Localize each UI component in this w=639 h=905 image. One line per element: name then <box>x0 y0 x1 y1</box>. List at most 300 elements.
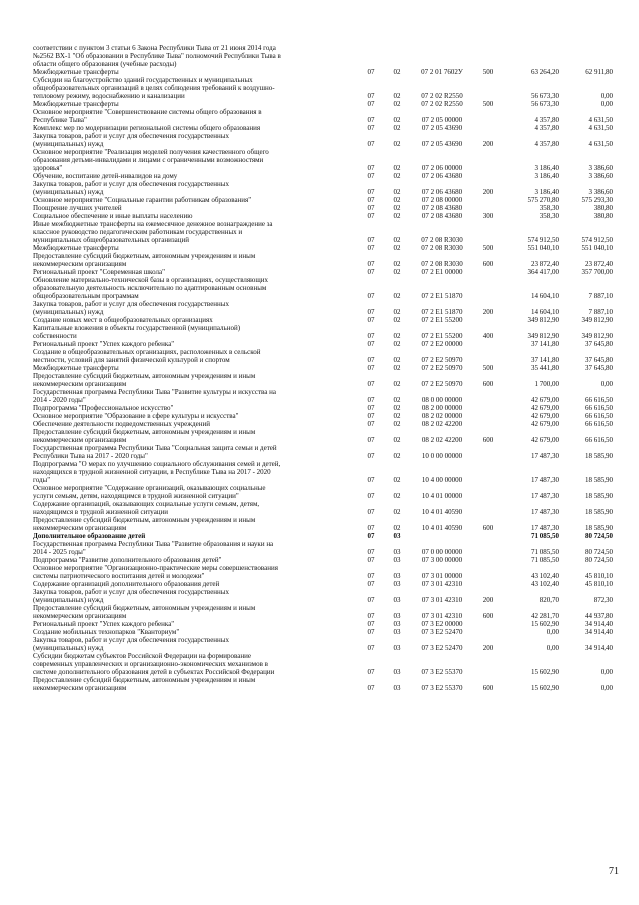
row-subsection-code: 02 <box>393 316 401 324</box>
row-target-article: 08 2 02 42200 <box>421 436 463 444</box>
row-name: Иные межбюджетные трансферты на ежемесячное денежное вознаграждение за классное руководство педагогическим работникам государственных и муниципальных общеобразовательных организаций <box>33 220 273 244</box>
row-target-article: 07 3 01 42310 <box>421 596 463 604</box>
row-expense-type: 400 <box>482 332 494 340</box>
row-name: Предоставление субсидий бюджетным, автономным учреждениям и иным некоммерческим организациям <box>33 252 256 268</box>
row-target-article: 07 2 E2 50970 <box>421 380 463 388</box>
row-amount-year1: 0,00 <box>546 644 559 652</box>
row-amount-year1: 71 085,50 <box>531 532 559 540</box>
row-amount-year1: 17 487,30 <box>531 452 559 460</box>
row-target-article: 07 0 00 00000 <box>421 548 463 556</box>
row-target-article: 08 2 02 42200 <box>421 420 463 428</box>
row-amount-year1: 358,30 <box>539 212 559 220</box>
row-subsection-code: 03 <box>393 596 401 604</box>
row-target-article: 07 2 08 00000 <box>421 196 463 204</box>
row-amount-year1: 17 487,30 <box>531 492 559 500</box>
row-subsection-code: 03 <box>393 628 401 636</box>
table-row <box>33 628 613 636</box>
table-row <box>33 68 613 76</box>
row-target-article: 07 3 01 42310 <box>421 580 463 588</box>
page-number: 71 <box>609 866 619 877</box>
row-subsection-code: 02 <box>393 196 401 204</box>
row-expense-type: 500 <box>482 68 494 76</box>
row-target-article: 10 4 01 40590 <box>421 508 463 516</box>
row-section-code: 07 <box>367 596 375 604</box>
table-row <box>33 412 613 420</box>
row-amount-year2: 0,00 <box>600 92 613 100</box>
row-target-article: 07 2 08 R3030 <box>421 236 463 244</box>
row-subsection-code: 03 <box>393 620 401 628</box>
row-amount-year2: 34 914,40 <box>585 628 613 636</box>
table-row <box>33 132 613 148</box>
row-amount-year1: 1 700,00 <box>534 380 559 388</box>
table-row <box>33 428 613 444</box>
row-section-code: 07 <box>367 644 375 652</box>
row-target-article: 07 2 08 R3030 <box>421 260 463 268</box>
row-amount-year1: 71 085,50 <box>531 548 559 556</box>
row-section-code: 07 <box>367 356 375 364</box>
row-amount-year2: 0,00 <box>600 668 613 676</box>
table-row <box>33 340 613 348</box>
row-section-code: 07 <box>367 620 375 628</box>
row-section-code: 07 <box>367 548 375 556</box>
row-amount-year1: 575 270,80 <box>527 196 559 204</box>
row-section-code: 07 <box>367 612 375 620</box>
row-expense-type: 200 <box>482 596 494 604</box>
row-name: Поощрение лучших учителей <box>33 204 122 212</box>
row-section-code: 07 <box>367 508 375 516</box>
table-row <box>33 220 613 244</box>
row-section-code: 07 <box>367 172 375 180</box>
row-subsection-code: 02 <box>393 508 401 516</box>
row-amount-year1: 820,70 <box>539 596 559 604</box>
row-amount-year1: 14 604,10 <box>531 292 559 300</box>
row-name: Основное мероприятие "Содержание организаций, оказывающих социальные услуги семьям, детям, находящимся в трудной жизненной ситуации" <box>33 484 266 500</box>
row-section-code: 07 <box>367 188 375 196</box>
table-row <box>33 652 613 676</box>
row-name: Межбюджетные трансферты <box>33 244 119 252</box>
row-section-code: 07 <box>367 420 375 428</box>
row-amount-year2: 44 937,80 <box>585 612 613 620</box>
row-target-article: 07 3 E2 52470 <box>421 628 463 636</box>
row-name: Государственная программа Республики Тыва "Развитие образования и науки на 2014 - 2025 годы" <box>33 540 274 556</box>
row-subsection-code: 02 <box>393 212 401 220</box>
row-expense-type: 500 <box>482 244 494 252</box>
row-name: Предоставление субсидий бюджетным, автономным учреждениям и иным некоммерческим организациям <box>33 516 256 532</box>
row-name: Создание новых мест в общеобразовательных организациях <box>33 316 213 324</box>
row-name: Обучение, воспитание детей-инвалидов на дому <box>33 172 178 180</box>
row-amount-year2: 80 724,50 <box>585 532 613 540</box>
row-subsection-code: 02 <box>393 364 401 372</box>
table-row <box>33 212 613 220</box>
table-row <box>33 444 613 460</box>
row-subsection-code: 02 <box>393 476 401 484</box>
row-amount-year2: 380,80 <box>593 212 613 220</box>
row-section-code: 07 <box>367 452 375 460</box>
row-amount-year2: 34 914,40 <box>585 620 613 628</box>
row-subsection-code: 02 <box>393 452 401 460</box>
row-name: Региональный проект "Успех каждого ребенка" <box>33 340 175 348</box>
row-amount-year1: 71 085,50 <box>531 556 559 564</box>
row-name: Межбюджетные трансферты <box>33 364 119 372</box>
row-target-article: 07 2 E1 51870 <box>421 308 463 316</box>
row-name: Капитальные вложения в объекты государственной (муниципальной) собственности <box>33 324 241 340</box>
row-subsection-code: 02 <box>393 116 401 124</box>
table-row <box>33 636 613 652</box>
row-subsection-code: 02 <box>393 492 401 500</box>
table-row <box>33 324 613 340</box>
row-amount-year1: 3 186,40 <box>534 172 559 180</box>
row-amount-year2: 3 386,60 <box>588 164 613 172</box>
row-target-article: 07 2 05 00000 <box>421 116 463 124</box>
row-amount-year2: 4 631,50 <box>588 124 613 132</box>
row-section-code: 07 <box>367 236 375 244</box>
row-amount-year1: 4 357,80 <box>534 124 559 132</box>
row-section-code: 07 <box>367 116 375 124</box>
row-subsection-code: 03 <box>393 644 401 652</box>
row-name: Закупка товаров, работ и услуг для обеспечения государственных (муниципальных) нужд <box>33 132 230 148</box>
row-subsection-code: 03 <box>393 556 401 564</box>
row-name: Подпрограмма "Профессиональное искусство" <box>33 404 174 412</box>
row-amount-year2: 80 724,50 <box>585 548 613 556</box>
row-name: Основное мероприятие "Реализация моделей получения качественного общего образования детьми-инвалидами и лицами с ограниченными возможностями здоровья" <box>33 148 269 172</box>
row-section-code: 07 <box>367 412 375 420</box>
row-target-article: 07 3 E2 52470 <box>421 644 463 652</box>
row-expense-type: 600 <box>482 260 494 268</box>
table-row <box>33 108 613 124</box>
row-amount-year2: 872,30 <box>593 596 613 604</box>
row-amount-year2: 18 585,90 <box>585 524 613 532</box>
row-amount-year2: 45 810,10 <box>585 572 613 580</box>
row-name: Предоставление субсидий бюджетным, автономным учреждениям и иным некоммерческим организациям <box>33 372 256 388</box>
row-target-article: 07 2 05 43690 <box>421 140 463 148</box>
row-amount-year2: 349 812,90 <box>581 332 613 340</box>
row-amount-year1: 4 357,80 <box>534 140 559 148</box>
row-subsection-code: 03 <box>393 668 401 676</box>
row-amount-year1: 574 912,50 <box>527 236 559 244</box>
row-amount-year1: 358,30 <box>539 204 559 212</box>
row-section-code: 07 <box>367 196 375 204</box>
row-section-code: 07 <box>367 436 375 444</box>
row-subsection-code: 02 <box>393 412 401 420</box>
row-target-article: 07 2 06 00000 <box>421 164 463 172</box>
row-amount-year1: 56 673,30 <box>531 100 559 108</box>
row-subsection-code: 02 <box>393 124 401 132</box>
table-row <box>33 388 613 404</box>
row-section-code: 07 <box>367 268 375 276</box>
row-section-code: 07 <box>367 204 375 212</box>
row-amount-year1: 42 679,00 <box>531 412 559 420</box>
row-subsection-code: 02 <box>393 100 401 108</box>
row-name: Предоставление субсидий бюджетным, автономным учреждениям и иным некоммерческим организациям <box>33 604 256 620</box>
table-row <box>33 564 613 580</box>
row-amount-year1: 56 673,30 <box>531 92 559 100</box>
row-amount-year1: 43 102,40 <box>531 580 559 588</box>
row-amount-year2: 574 912,50 <box>581 236 613 244</box>
table-row <box>33 500 613 516</box>
table-row <box>33 300 613 316</box>
row-name: Подпрограмма "Развитие дополнительного образования детей" <box>33 556 222 564</box>
row-name: Основное мероприятие "Организационно-практические меры совершенствования системы патриотического воспитания детей и молодежи" <box>33 564 278 580</box>
row-section-code: 07 <box>367 532 375 540</box>
row-amount-year2: 62 911,80 <box>585 68 613 76</box>
row-amount-year1: 42 679,00 <box>531 436 559 444</box>
row-section-code: 07 <box>367 244 375 252</box>
row-amount-year2: 34 914,40 <box>585 644 613 652</box>
row-target-article: 07 2 E1 51870 <box>421 292 463 300</box>
table-row <box>33 372 613 388</box>
budget-table <box>33 44 613 692</box>
row-name: Создание мобильных технопарков "Кванториум" <box>33 628 180 636</box>
row-amount-year2: 66 616,50 <box>585 412 613 420</box>
row-amount-year2: 380,80 <box>593 204 613 212</box>
table-row <box>33 244 613 252</box>
row-target-article: 07 2 E1 00000 <box>421 268 463 276</box>
row-name: Обеспечение деятельности подведомственных учреждений <box>33 420 210 428</box>
row-amount-year2: 66 616,50 <box>585 396 613 404</box>
row-target-article: 10 4 01 00000 <box>421 492 463 500</box>
row-amount-year2: 349 812,90 <box>581 316 613 324</box>
row-section-code: 07 <box>367 316 375 324</box>
table-row <box>33 676 613 692</box>
row-target-article: 10 4 00 00000 <box>421 476 463 484</box>
row-name: Государственная программа Республики Тыва "Социальная защита семьи и детей Республики Тыва на 2017 - 2020 годы" <box>33 444 277 460</box>
row-expense-type: 600 <box>482 380 494 388</box>
row-expense-type: 200 <box>482 308 494 316</box>
table-row <box>33 204 613 212</box>
row-subsection-code: 02 <box>393 380 401 388</box>
row-amount-year1: 15 602,90 <box>531 620 559 628</box>
row-section-code: 07 <box>367 308 375 316</box>
row-subsection-code: 02 <box>393 356 401 364</box>
row-target-article: 07 2 06 43680 <box>421 172 463 180</box>
row-amount-year2: 4 631,50 <box>588 116 613 124</box>
row-amount-year1: 349 812,90 <box>527 332 559 340</box>
row-subsection-code: 03 <box>393 532 401 540</box>
row-amount-year1: 364 417,00 <box>527 268 559 276</box>
row-amount-year2: 37 645,80 <box>585 356 613 364</box>
row-section-code: 07 <box>367 380 375 388</box>
row-amount-year1: 17 487,30 <box>531 508 559 516</box>
row-section-code: 07 <box>367 524 375 532</box>
row-target-article: 07 2 E1 55200 <box>421 316 463 324</box>
row-target-article: 08 2 00 00000 <box>421 404 463 412</box>
row-amount-year2: 37 645,80 <box>585 364 613 372</box>
row-expense-type: 600 <box>482 436 494 444</box>
row-subsection-code: 02 <box>393 524 401 532</box>
row-name: Содержание организаций дополнительного образования детей <box>33 580 220 588</box>
row-name: Государственная программа Республики Тыва "Развитие культуры и искусства на 2014 - 2020 годы" <box>33 388 276 404</box>
row-section-code: 07 <box>367 572 375 580</box>
table-row <box>33 420 613 428</box>
row-section-code: 07 <box>367 292 375 300</box>
row-subsection-code: 02 <box>393 92 401 100</box>
row-target-article: 07 2 E2 50970 <box>421 356 463 364</box>
row-section-code: 07 <box>367 124 375 132</box>
row-subsection-code: 03 <box>393 572 401 580</box>
row-amount-year1: 37 141,80 <box>531 356 559 364</box>
row-section-code: 07 <box>367 68 375 76</box>
row-target-article: 07 2 02 R2550 <box>421 92 463 100</box>
table-row <box>33 124 613 132</box>
row-target-article: 07 2 08 43680 <box>421 204 463 212</box>
row-section-code: 07 <box>367 212 375 220</box>
row-name: Закупка товаров, работ и услуг для обеспечения государственных (муниципальных) нужд <box>33 180 230 196</box>
row-amount-year1: 17 487,30 <box>531 476 559 484</box>
row-name: Предоставление субсидий бюджетным, автономным учреждениям и иным некоммерческим организациям <box>33 428 256 444</box>
row-target-article: 10 0 00 00000 <box>421 452 463 460</box>
row-target-article: 07 3 E2 55370 <box>421 668 463 676</box>
row-section-code: 07 <box>367 668 375 676</box>
row-name: Основное мероприятие "Образование в сфере культуры и искусства" <box>33 412 239 420</box>
row-expense-type: 500 <box>482 364 494 372</box>
row-amount-year2: 45 810,10 <box>585 580 613 588</box>
row-name: Закупка товаров, работ и услуг для обеспечения государственных (муниципальных) нужд <box>33 636 230 652</box>
row-amount-year1: 37 141,80 <box>531 340 559 348</box>
row-amount-year1: 43 102,40 <box>531 572 559 580</box>
row-amount-year1: 349 812,90 <box>527 316 559 324</box>
row-target-article: 07 2 06 43680 <box>421 188 463 196</box>
row-amount-year2: 66 616,50 <box>585 420 613 428</box>
row-name: Обновление материально-технической базы в организациях, осуществляющих образовательную деятельность исключительно по адаптированным основным общеобразовательным программам <box>33 276 269 300</box>
table-row <box>33 100 613 108</box>
row-amount-year2: 7 887,10 <box>588 292 613 300</box>
row-amount-year1: 3 186,40 <box>534 188 559 196</box>
row-subsection-code: 02 <box>393 396 401 404</box>
row-amount-year1: 551 040,10 <box>527 244 559 252</box>
row-section-code: 07 <box>367 92 375 100</box>
row-amount-year2: 18 585,90 <box>585 452 613 460</box>
table-row <box>33 516 613 532</box>
row-amount-year1: 42 281,70 <box>531 612 559 620</box>
row-name: Субсидии на благоустройство зданий государственных и муниципальных общеобразовательных организаций в целях соблюдения требований к воздушно- тепловому режиму, водоснабжению и канализации <box>33 76 275 100</box>
row-name: Межбюджетные трансферты <box>33 68 119 76</box>
row-subsection-code: 02 <box>393 172 401 180</box>
row-subsection-code: 02 <box>393 68 401 76</box>
row-name: Дополнительное образование детей <box>33 532 146 540</box>
row-name: Закупка товаров, работ и услуг для обеспечения государственных (муниципальных) нужд <box>33 300 230 316</box>
row-amount-year1: 14 604,10 <box>531 308 559 316</box>
table-row <box>33 556 613 564</box>
row-amount-year1: 3 186,40 <box>534 164 559 172</box>
table-row <box>33 532 613 540</box>
row-name: Межбюджетные трансферты <box>33 100 119 108</box>
row-subsection-code: 02 <box>393 420 401 428</box>
row-subsection-code: 02 <box>393 436 401 444</box>
row-amount-year2: 66 616,50 <box>585 436 613 444</box>
row-section-code: 07 <box>367 684 375 692</box>
table-row <box>33 460 613 484</box>
row-name: Подпрограмма "О мерах по улучшению социального обслуживания семей и детей, находящихся в трудной жизненной ситуации, в Республике Тыва на 2017 - 2020 годы" <box>33 460 281 484</box>
table-row <box>33 316 613 324</box>
table-row <box>33 364 613 372</box>
table-row <box>33 252 613 268</box>
table-row <box>33 172 613 180</box>
row-target-article: 08 0 00 00000 <box>421 396 463 404</box>
row-section-code: 07 <box>367 260 375 268</box>
row-amount-year1: 42 679,00 <box>531 404 559 412</box>
row-amount-year2: 7 887,10 <box>588 308 613 316</box>
row-subsection-code: 03 <box>393 612 401 620</box>
row-amount-year1: 63 264,20 <box>531 68 559 76</box>
row-amount-year2: 18 585,90 <box>585 492 613 500</box>
row-subsection-code: 02 <box>393 404 401 412</box>
row-subsection-code: 02 <box>393 308 401 316</box>
row-name: Субсидии бюджетам субъектов Российской Федерации на формирование современных управленческих и организационно-экономических механизмов в системе дополнительного образования детей в субъектах Российской Федерации <box>33 652 275 676</box>
row-name: Основное мероприятие "Совершенствование системы общего образования в Республике Тыва" <box>33 108 262 124</box>
row-name: Содержание организаций, оказывающих социальные услуги семьям, детям, находящимся в трудной жизненной ситуации <box>33 500 260 516</box>
row-expense-type: 300 <box>482 212 494 220</box>
row-section-code: 07 <box>367 580 375 588</box>
row-subsection-code: 02 <box>393 188 401 196</box>
table-row <box>33 148 613 172</box>
row-target-article: 07 3 00 00000 <box>421 556 463 564</box>
row-section-code: 07 <box>367 364 375 372</box>
row-amount-year1: 4 357,80 <box>534 116 559 124</box>
row-target-article: 07 2 02 R2550 <box>421 100 463 108</box>
row-amount-year2: 18 585,90 <box>585 508 613 516</box>
row-expense-type: 600 <box>482 684 494 692</box>
row-amount-year1: 15 602,90 <box>531 684 559 692</box>
row-amount-year1: 42 679,00 <box>531 420 559 428</box>
row-target-article: 07 2 E1 55200 <box>421 332 463 340</box>
row-amount-year2: 0,00 <box>600 100 613 108</box>
row-target-article: 10 4 01 40590 <box>421 524 463 532</box>
row-amount-year2: 37 645,80 <box>585 340 613 348</box>
row-section-code: 07 <box>367 332 375 340</box>
row-name: Создание в общеобразовательных организациях, расположенных в сельской местности, условий для занятий физической культурой и спортом <box>33 348 261 364</box>
row-name: Комплекс мер по модернизации региональной системы общего образования <box>33 124 261 132</box>
row-section-code: 07 <box>367 492 375 500</box>
row-subsection-code: 03 <box>393 684 401 692</box>
table-row <box>33 404 613 412</box>
row-expense-type: 200 <box>482 644 494 652</box>
row-amount-year1: 17 487,30 <box>531 524 559 532</box>
row-amount-year2: 3 386,60 <box>588 172 613 180</box>
table-row <box>33 76 613 100</box>
row-amount-year1: 15 602,90 <box>531 668 559 676</box>
row-amount-year2: 3 386,60 <box>588 188 613 196</box>
row-amount-year2: 80 724,50 <box>585 556 613 564</box>
row-section-code: 07 <box>367 628 375 636</box>
row-amount-year2: 357 700,00 <box>581 268 613 276</box>
row-subsection-code: 02 <box>393 140 401 148</box>
table-row <box>33 588 613 604</box>
row-expense-type: 500 <box>482 100 494 108</box>
row-name: соответствии с пунктом 3 статьи 6 Закона Республики Тыва от 21 июня 2014 года №2562 ВХ-1 "Об образовании в Республике Тыва" полномочий Республики Тыва в области общего образования (учебные расходы) <box>33 44 281 68</box>
table-row <box>33 196 613 204</box>
row-section-code: 07 <box>367 556 375 564</box>
table-row <box>33 276 613 300</box>
row-subsection-code: 03 <box>393 580 401 588</box>
row-amount-year2: 551 040,10 <box>581 244 613 252</box>
row-amount-year2: 0,00 <box>600 684 613 692</box>
row-amount-year2: 4 631,50 <box>588 140 613 148</box>
table-row <box>33 180 613 196</box>
row-section-code: 07 <box>367 476 375 484</box>
row-name: Региональный проект "Успех каждого ребенка" <box>33 620 175 628</box>
table-row <box>33 540 613 556</box>
row-subsection-code: 02 <box>393 204 401 212</box>
row-subsection-code: 02 <box>393 332 401 340</box>
table-row <box>33 484 613 500</box>
row-amount-year2: 18 585,90 <box>585 476 613 484</box>
row-subsection-code: 02 <box>393 164 401 172</box>
row-name: Предоставление субсидий бюджетным, автономным учреждениям и иным некоммерческим организациям <box>33 676 256 692</box>
row-target-article: 07 3 E2 00000 <box>421 620 463 628</box>
row-target-article: 07 2 05 43690 <box>421 124 463 132</box>
row-amount-year2: 0,00 <box>600 380 613 388</box>
row-amount-year1: 0,00 <box>546 628 559 636</box>
